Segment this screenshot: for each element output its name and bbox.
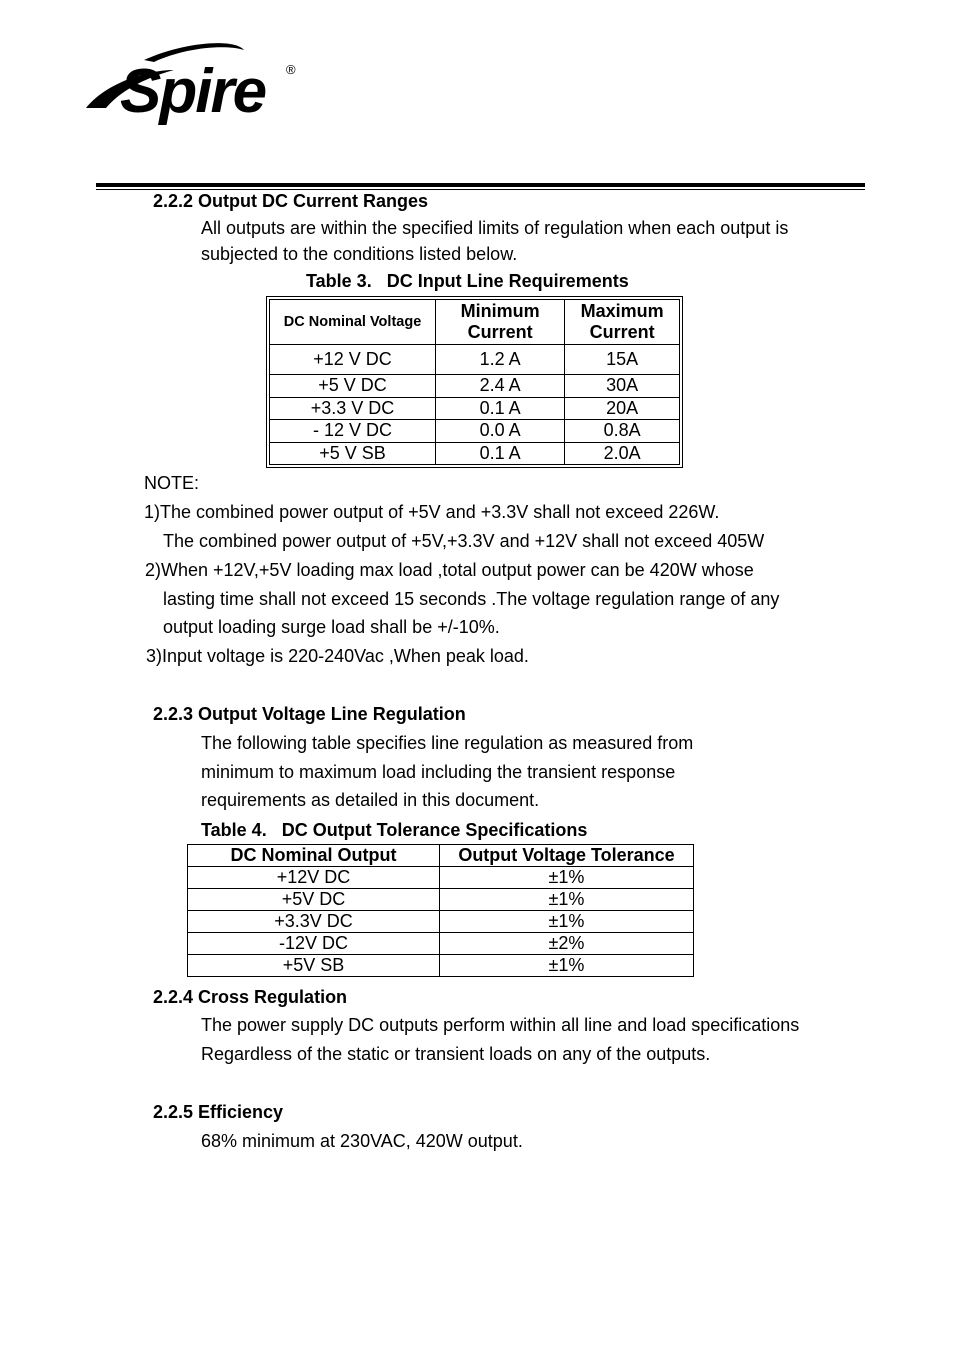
section-223-para-line: The following table specifies line regulation as measured from [201,733,694,753]
table-cell: +5 V DC [270,375,436,398]
section-222-heading: 2.2.2 Output DC Current Ranges [153,191,429,211]
table-cell: +3.3 V DC [270,397,436,420]
table-header-cell: Minimum Current [436,300,565,345]
section-222-para-line: All outputs are within the specified limits of regulation when each output is [201,218,789,238]
table4-caption: Table 4. DC Output Tolerance Specifications [201,820,588,840]
section-225-heading: 2.2.5 Efficiency [153,1102,284,1122]
table-cell: ±1% [440,889,694,911]
section-223-para-line: requirements as detailed in this document. [201,790,540,810]
note-line: output loading surge load shall be +/-10%. [163,617,500,637]
table-cell: -12V DC [188,933,440,955]
table-row [188,955,694,977]
table-header-cell: DC Nominal Voltage [270,300,436,345]
section-224-heading: 2.2.4 Cross Regulation [153,987,348,1007]
svg-text:®: ® [286,62,296,77]
table-cell: 30A [565,375,680,398]
table-row [188,911,694,933]
table-cell: - 12 V DC [270,420,436,443]
note-line: The combined power output of +5V,+3.3V and +12V shall not exceed 405W [163,531,765,551]
table3-caption: Table 3. DC Input Line Requirements [306,271,629,291]
header-rule-thick [96,183,865,187]
table-row [270,442,680,465]
table-cell: 2.0A [565,442,680,465]
table-cell: 0.1 A [436,397,565,420]
note-line: lasting time shall not exceed 15 seconds .The voltage regulation range of any [163,589,780,609]
table-row [270,420,680,443]
table-cell: +12 V DC [270,345,436,375]
table-row [188,889,694,911]
note-line: 3)Input voltage is 220-240Vac ,When peak load. [146,646,529,666]
note-label: NOTE: [144,473,200,493]
table-cell: +5 V SB [270,442,436,465]
table-cell: +3.3V DC [188,911,440,933]
table-cell: +12V DC [188,867,440,889]
table-cell: 2.4 A [436,375,565,398]
table-cell: ±2% [440,933,694,955]
table-cell: ±1% [440,867,694,889]
section-223-heading: 2.2.3 Output Voltage Line Regulation [153,704,466,724]
table-cell: 20A [565,397,680,420]
note-line: 1)The combined power output of +5V and +3.3V shall not exceed 226W. [144,502,720,522]
table-header-row [270,300,680,345]
section-225-para: 68% minimum at 230VAC, 420W output. [201,1131,523,1151]
table-row [188,867,694,889]
table4 [187,844,694,977]
section-224-para-line: The power supply DC outputs perform within all line and load specifications [201,1015,800,1035]
section-222-para-line: subjected to the conditions listed below. [201,244,518,264]
note-line: 2)When +12V,+5V loading max load ,total output power can be 420W whose [145,560,754,580]
section-224-para-line: Regardless of the static or transient loads on any of the outputs. [201,1044,711,1064]
table-row [270,375,680,398]
table-cell: ±1% [440,955,694,977]
svg-text:Spire: Spire [120,57,266,126]
spire-logo-graphic [84,40,304,132]
table-row [188,933,694,955]
table-cell: 0.1 A [436,442,565,465]
table-row [270,345,680,375]
table-cell: 0.8A [565,420,680,443]
table-cell: 15A [565,345,680,375]
table-cell: 1.2 A [436,345,565,375]
table3 [266,296,683,468]
table-cell: ±1% [440,911,694,933]
table-cell: 0.0 A [436,420,565,443]
table-header-cell: DC Nominal Output [188,845,440,867]
table-header-cell: Output Voltage Tolerance [440,845,694,867]
table-header-row [188,845,694,867]
table-row [270,397,680,420]
table-header-cell: Maximum Current [565,300,680,345]
table-cell: +5V DC [188,889,440,911]
table-cell: +5V SB [188,955,440,977]
spire-logo [84,40,304,132]
section-223-para-line: minimum to maximum load including the transient response [201,762,676,782]
